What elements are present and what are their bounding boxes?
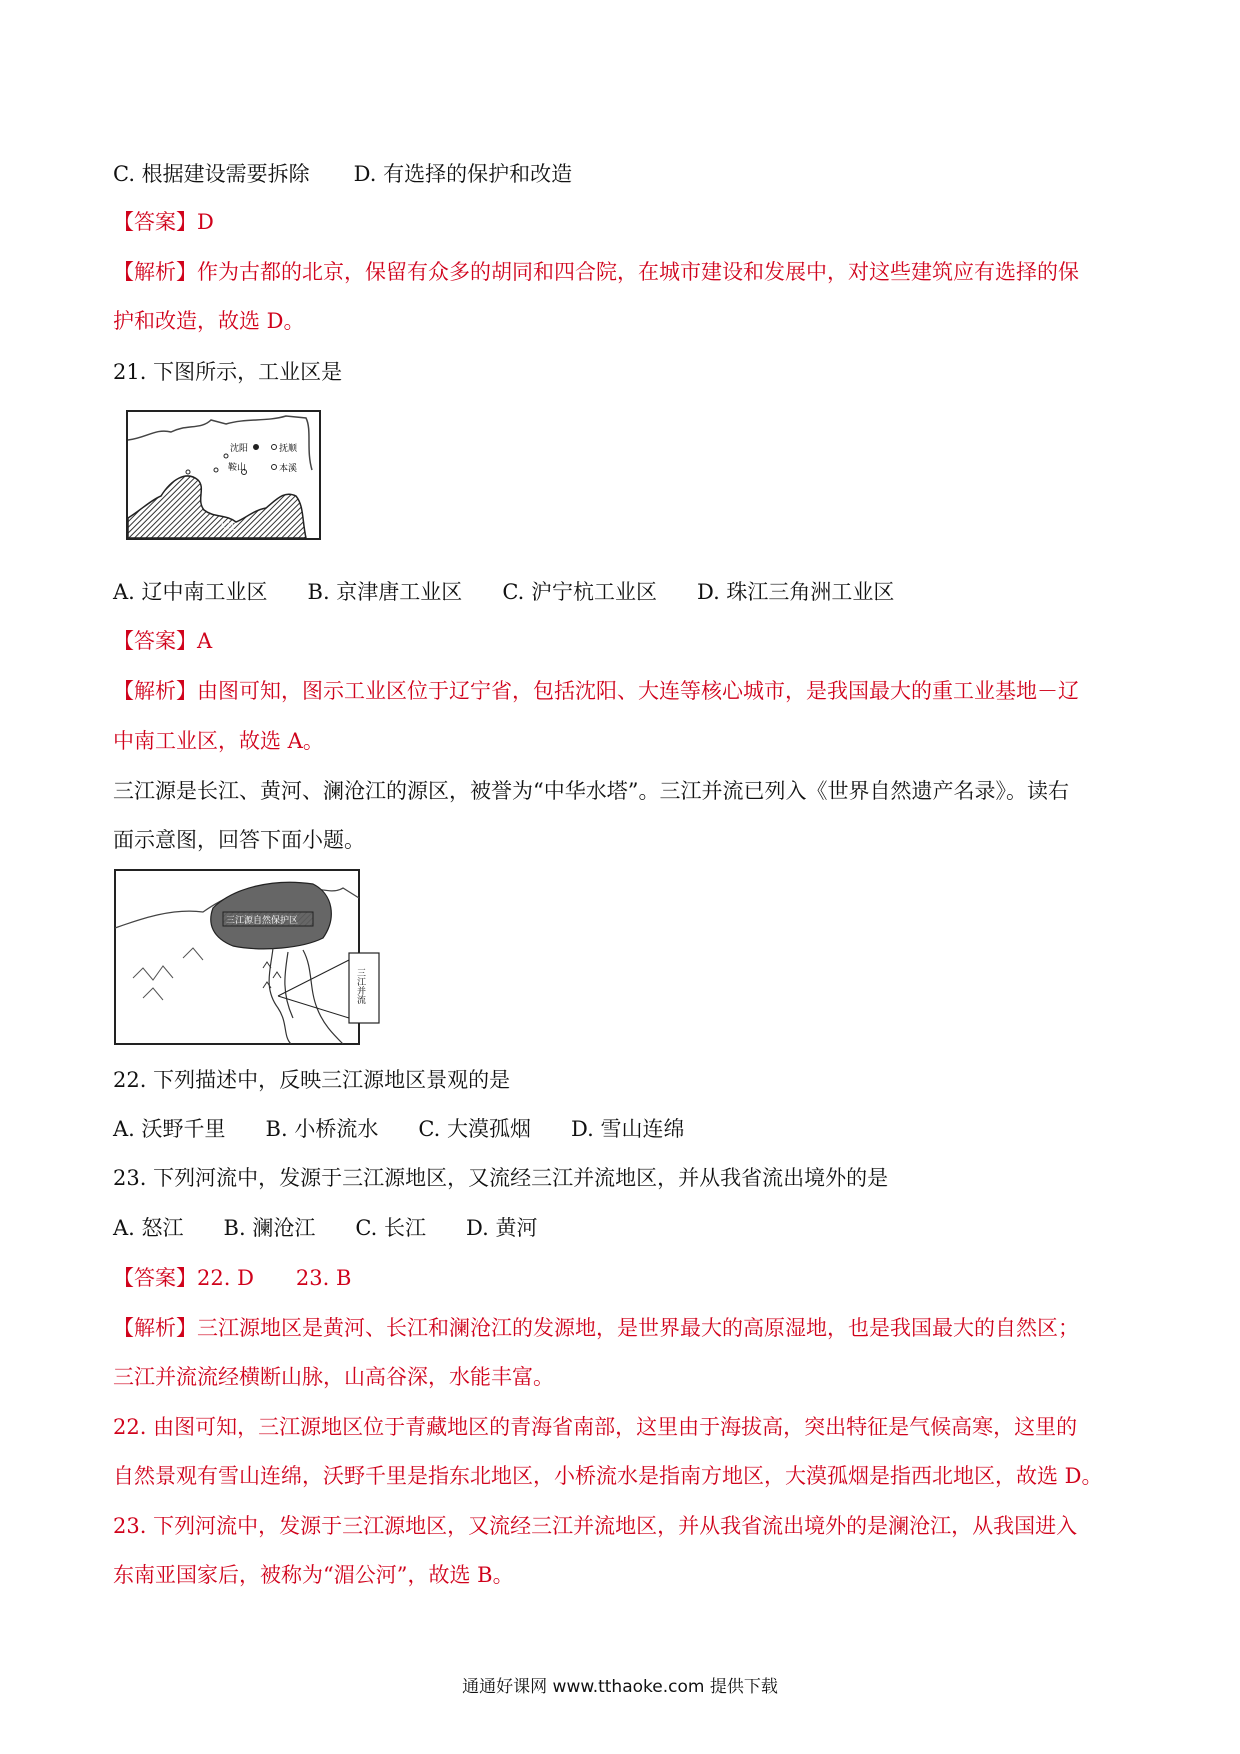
q22-options <box>113 1115 684 1143</box>
passage-line-1: 三江源是长江、黄河、澜沧江的源区，被誉为“中华水塔”。三江并流已列入《世界自然遗产名录》。读右 <box>113 779 1069 803</box>
analysis-label: 【解析】 <box>113 679 197 703</box>
q22-option-c: C. 大漠孤烟 <box>418 1117 531 1141</box>
q21-analysis-line-1 <box>113 677 1079 705</box>
q22-option-a: A. 沃野千里 <box>113 1117 226 1141</box>
map-label-benxi: 本溪 <box>279 464 298 474</box>
map-label-dalian: 大连 <box>218 522 237 532</box>
q21-stem: 21. 下图所示，工业区是 <box>113 360 343 384</box>
map-label-sanjiangbingliu: 三江并流 <box>355 968 365 1004</box>
q23-analysis-line-1: 23. 下列河流中，发源于三江源地区，又流经三江并流地区，并从我省流出境外的是澜沧江，从我国进入 <box>113 1514 1078 1538</box>
q22-option-b: B. 小桥流水 <box>265 1117 379 1141</box>
liaoning-map <box>126 410 321 540</box>
q20-analysis-line-1 <box>113 258 1079 286</box>
q20-options <box>113 160 572 188</box>
q22-23-answer <box>113 1264 351 1292</box>
q23-option-b: B. 澜沧江 <box>223 1216 316 1240</box>
q23-option-a: A. 怒江 <box>113 1216 184 1240</box>
q22-stem: 22. 下列描述中，反映三江源地区景观的是 <box>113 1068 511 1092</box>
q20-option-d: D. 有选择的保护和改造 <box>353 162 573 186</box>
passage-line-2: 面示意图，回答下面小题。 <box>113 828 365 852</box>
q23-options <box>113 1214 537 1242</box>
answer-label: 【答案】 <box>113 629 197 653</box>
q22-23-analysis-line-1 <box>113 1314 1079 1342</box>
q21-answer <box>113 627 212 655</box>
q23-analysis-line-2: 东南亚国家后，被称为“湄公河”，故选 B。 <box>113 1563 514 1587</box>
analysis-text: 由图可知，图示工业区位于辽宁省，包括沈阳、大连等核心城市，是我国最大的重工业基地－辽 <box>197 679 1079 703</box>
q21-option-b: B. 京津唐工业区 <box>307 580 463 604</box>
q21-analysis-line-2: 中南工业区，故选 A。 <box>113 729 324 753</box>
q20-answer <box>113 208 214 236</box>
analysis-label: 【解析】 <box>113 1316 197 1340</box>
map-label-sanjiangyuan: 三江源自然保护区 <box>226 916 299 926</box>
q22-option-d: D. 雪山连绵 <box>571 1117 685 1141</box>
q21-option-d: D. 珠江三角洲工业区 <box>696 580 895 604</box>
q21-options <box>113 578 894 606</box>
map-label-anshan: 鞍山 <box>228 463 247 473</box>
answer-value: 22. D 23. B <box>197 1266 352 1290</box>
answer-label: 【答案】 <box>113 210 197 234</box>
analysis-label: 【解析】 <box>113 260 197 284</box>
map-label-fushun: 抚顺 <box>279 444 298 454</box>
analysis-text: 三江源地区是黄河、长江和澜沧江的发源地，是世界最大的高原湿地，也是我国最大的自然区； <box>197 1316 1079 1340</box>
q20-option-c: C. 根据建设需要拆除 <box>113 162 310 186</box>
q21-option-c: C. 沪宁杭工业区 <box>502 580 657 604</box>
answer-value: A <box>197 629 213 653</box>
q23-option-c: C. 长江 <box>355 1216 426 1240</box>
q23-stem: 23. 下列河流中，发源于三江源地区，又流经三江并流地区，并从我省流出境外的是 <box>113 1166 889 1190</box>
sanjiangyuan-map <box>113 868 433 1048</box>
footer-source: 通通好课网 www.tthaoke.com 提供下载 <box>462 1677 778 1697</box>
q21-option-a: A. 辽中南工业区 <box>113 580 268 604</box>
q22-analysis-line-2: 自然景观有雪山连绵，沃野千里是指东北地区，小桥流水是指南方地区，大漠孤烟是指西北地区，故选 D。 <box>113 1464 1103 1488</box>
q23-option-d: D. 黄河 <box>466 1216 538 1240</box>
map-label-shenyang: 沈阳 <box>230 444 249 454</box>
answer-label: 【答案】 <box>113 1266 197 1290</box>
q20-analysis-line-2: 护和改造，故选 D。 <box>113 309 305 333</box>
q22-analysis-line-1: 22. 由图可知，三江源地区位于青藏地区的青海省南部，这里由于海拔高，突出特征是气候高寒，这里的 <box>113 1415 1078 1439</box>
answer-value: D <box>197 210 214 234</box>
analysis-text: 作为古都的北京，保留有众多的胡同和四合院，在城市建设和发展中，对这些建筑应有选择的保 <box>197 260 1079 284</box>
q22-23-analysis-line-2: 三江并流流经横断山脉，山高谷深，水能丰富。 <box>113 1365 554 1389</box>
